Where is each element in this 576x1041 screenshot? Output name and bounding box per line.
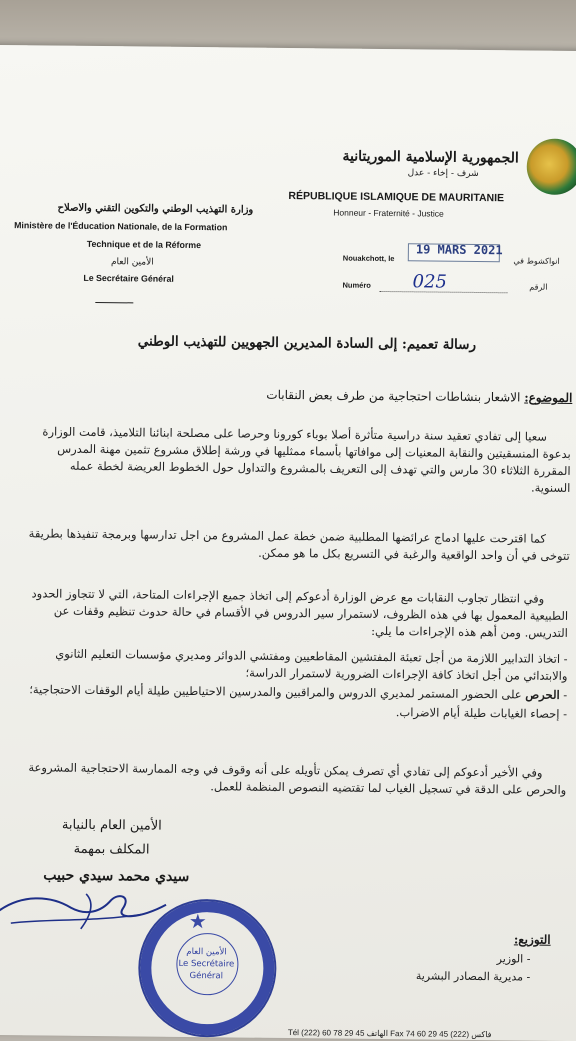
ministry-ar: وزارة التهذيب الوطني والتكوين التقني والاصلاح: [57, 202, 254, 216]
action-list: [11, 645, 568, 723]
signatory-name: سيدي محمد سيدي حبيب: [43, 867, 190, 885]
distribution-item-1: - الوزير: [496, 952, 531, 966]
motto-fr: Honneur - Fraternité - Justice: [333, 207, 444, 219]
paragraph-2: كما اقترحت عليها ادماج عرائضها المطلبية ضمن خطة عمل المشروع من اجل تدارسها وبرمجة تنفيذها بطريقة تتوخى في أن واحد الواقعية والرغبة في التسريع بكل ما هو ممكن.: [28, 526, 570, 563]
subject-label: الموضوع:: [524, 390, 573, 405]
list-bullet: -: [559, 706, 568, 721]
ministry-fr-line1: Ministère de l'Éducation Nationale, de la Formation: [14, 220, 228, 233]
stamp-text-fr-1: Le Secrétaire: [178, 958, 235, 970]
list-item-3-text: إحصاء الغيابات طيلة أيام الاضراب.: [395, 705, 560, 721]
signature-title-2: المكلف بمهمة: [73, 841, 150, 858]
distribution-item-2: - مديرية المصادر البشرية: [415, 969, 531, 984]
circular-title: رسالة تعميم: إلى السادة المديرين الجهويين للتهذيب الوطني: [137, 333, 477, 353]
subject-text: الاشعار بنشاطات احتجاجية من طرف بعض النقابات: [266, 387, 521, 405]
signature-title-1: الأمين العام بالنيابة: [61, 817, 162, 834]
paragraph-1: سعيا إلى تفادي تعقيد سنة دراسية متأثرة أصلا بوباء كورونا وحرصا على مصلحة ابنائنا التلاميذ، قامت الوزارة بدعوة المنسقيتين والنقابة المعنيات إلى موافاتها بأسماء ممثليها في ورشة إطلاق مشروع تثمين مهنة المدرس المقررة الثلاثاء 30 مارس والتي تهدف إلى التعريف بالمشروع والتداول حول الخطوط العريضة لخطة عمله السنوية.: [42, 424, 571, 495]
place-date-label-ar: انواكشوط في: [513, 256, 560, 266]
list-item-2-bold: الحرص: [525, 687, 560, 702]
national-seal-emblem: [526, 138, 576, 195]
document-page: [0, 45, 576, 1041]
number-label-ar: الرقم: [529, 282, 548, 292]
list-item: [11, 700, 567, 723]
paragraph-3: وفي انتظار تجاوب النقابات مع عرض الوزارة أدعوكم إلى اتخاذ جميع الإجراءات المتاحة، التي لا تتجاوز الحدود الطبيعية المعمول بها في هذه الظروف، لاستمرار سير الدروس في الأقسام في حالة حدوث تنظيم وقفات عن التدريس. ومن أهم هذه الإجراءات ما يلي:: [31, 586, 569, 640]
list-item: [11, 645, 567, 685]
subject-line: [186, 387, 572, 405]
list-bullet: -: [559, 651, 568, 666]
number-label: Numéro: [342, 280, 371, 290]
footer-contact: فاكس (222) 45 29 60 74 Fax الهاتف 45 29 78 60 (222) Tél: [287, 1028, 492, 1040]
star-icon: ★: [188, 908, 207, 934]
motto-ar: شرف - إخاء - عدل: [407, 168, 479, 179]
paragraph-4: وفي الأخير أدعوكم إلى تفادي أي تصرف يمكن تأويله على أنه وقوف في وجه الممارسة الاحتجاجية المشروعة والحرص على الدقة في تسجيل الغياب لما تقتضيه النصوص المنظمة للعمل.: [28, 760, 567, 797]
republic-title-ar: الجمهورية الإسلامية الموريتانية: [342, 148, 519, 167]
distribution-item-text: مديرية المصادر البشرية: [415, 969, 524, 984]
republic-title-fr: RÉPUBLIQUE ISLAMIQUE DE MAURITANIE: [288, 189, 505, 205]
list-item-1-text: اتخاذ التدابير اللازمة من أجل تعبئة المفتشين المقاطعيين ومفتشي الدوائر ومديري مؤسسات التعليم الثانوي والابتدائي من أجل اتخاذ كافة الإجراءات الضرورية لاستمرار الدراسة؛: [55, 646, 568, 683]
place-date-label: Nouakchott, le: [342, 253, 395, 264]
official-stamp: [138, 898, 277, 1037]
list-bullet: -: [559, 687, 568, 702]
distribution-label: التوزيع:: [513, 932, 551, 947]
secretary-general-fr: Le Secrétaire Général: [83, 272, 174, 284]
ministry-fr-line2: Technique et de la Réforme: [86, 238, 202, 251]
number-value-handwritten: 025: [412, 271, 448, 293]
stamp-text-fr-2: Général: [189, 970, 224, 982]
list-item-2-text: على الحضور المستمر لمديري الدروس والمراقبين والمدرسين الاحتياطيين طيلة أيام الوقفات الاحتجاجية؛: [29, 682, 526, 702]
secretary-general-ar: الأمين العام: [110, 257, 154, 268]
stamp-text-ar: الأمين العام: [186, 946, 227, 958]
distribution-item-text: الوزير: [496, 952, 524, 966]
divider-line: [95, 302, 133, 303]
date-value: 19 MARS 2021: [415, 242, 503, 258]
